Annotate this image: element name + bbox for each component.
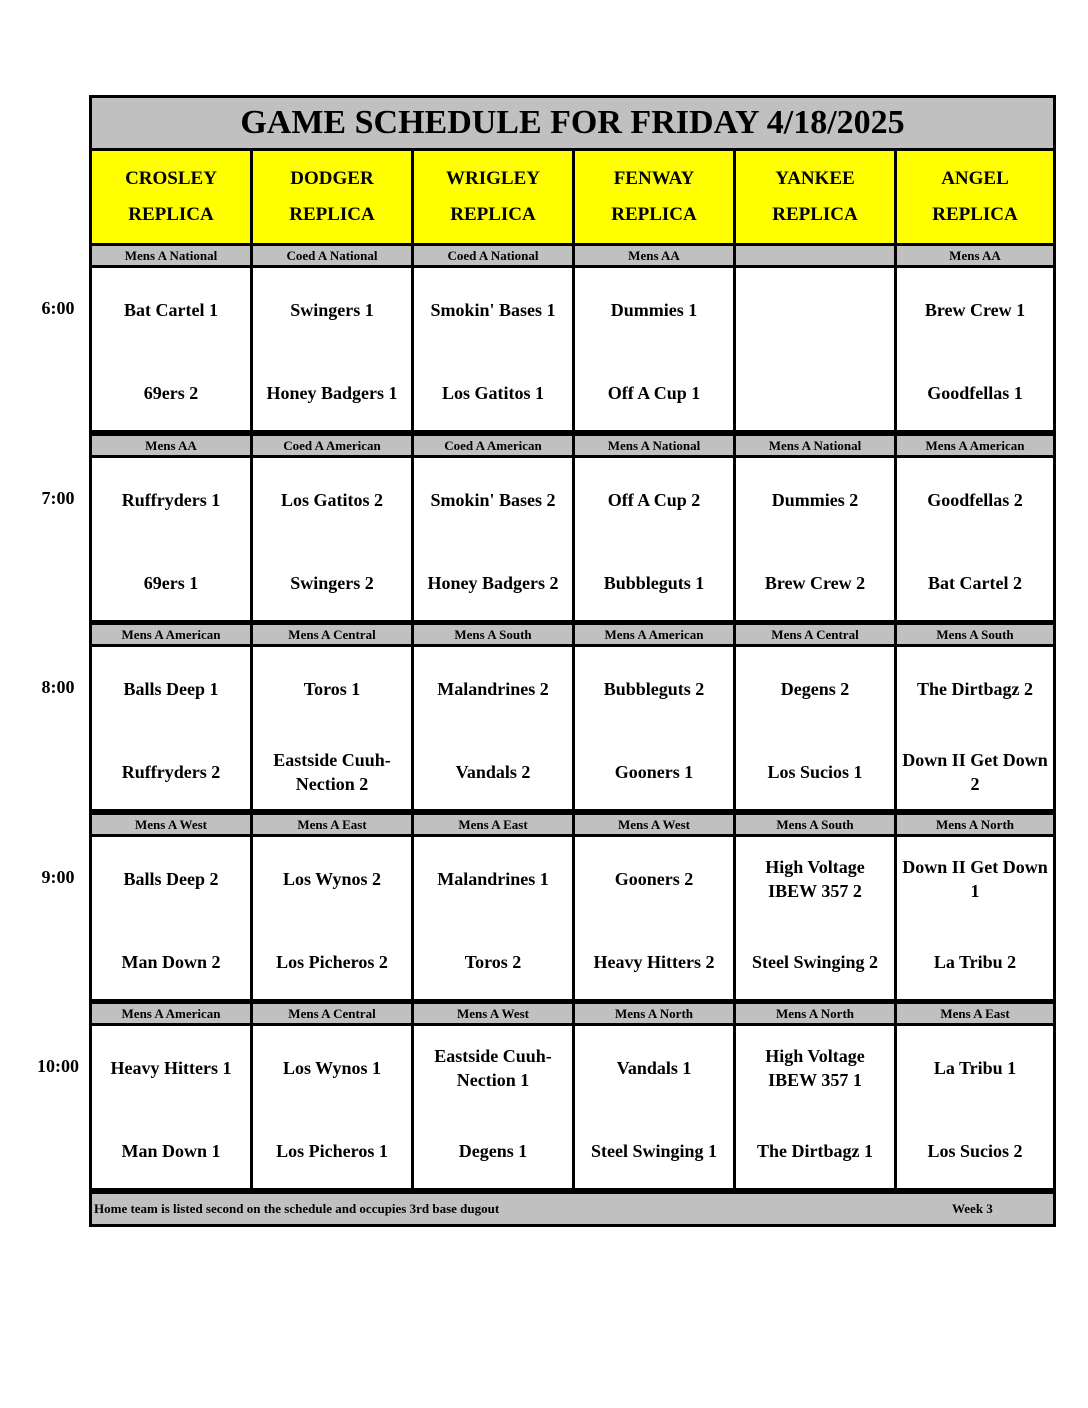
home-team: Los Sucios 1	[767, 762, 863, 782]
game-cell	[736, 268, 894, 430]
division-label: Mens A North	[575, 1004, 733, 1023]
field-subtitle: REPLICA	[772, 204, 858, 225]
game-cell	[897, 1026, 1053, 1188]
away-team: Ruffryders 1	[121, 490, 221, 510]
away-team: Smokin' Bases 1	[430, 300, 556, 320]
away-team: Down II Get Down 1	[902, 857, 1048, 901]
field-subtitle: REPLICA	[611, 204, 697, 225]
field-name: YANKEE	[775, 168, 855, 189]
week-label: Week 3	[952, 1201, 993, 1216]
away-team: Balls Deep 2	[123, 869, 219, 889]
game-cell	[253, 837, 411, 999]
game-cell	[253, 647, 411, 809]
home-team: Steel Swinging 2	[751, 952, 879, 972]
division-label: Mens A East	[253, 815, 411, 834]
game-cell	[92, 458, 250, 620]
home-team: Swingers 2	[290, 573, 374, 593]
game-cell	[414, 1026, 572, 1188]
away-team: High Voltage IBEW 357 2	[765, 857, 865, 901]
away-team: La Tribu 1	[933, 1058, 1017, 1078]
division-label: Mens A American	[897, 436, 1053, 455]
division-label: Mens A North	[897, 815, 1053, 834]
game-cell	[92, 647, 250, 809]
home-team: Heavy Hitters 2	[593, 952, 715, 972]
field-name: CROSLEY	[125, 168, 217, 189]
away-team: Toros 1	[303, 679, 361, 699]
game-cell	[897, 458, 1053, 620]
field-header	[897, 151, 1053, 243]
division-label: Mens AA	[92, 436, 250, 455]
away-team	[736, 285, 894, 335]
away-team: The Dirtbagz 2	[917, 679, 1033, 699]
game-cell	[414, 268, 572, 430]
game-cell	[253, 1026, 411, 1188]
home-team: La Tribu 2	[933, 952, 1017, 972]
field-subtitle: REPLICA	[932, 204, 1018, 225]
away-team: Brew Crew 1	[924, 300, 1026, 320]
division-label: Mens A West	[414, 1004, 572, 1023]
home-team: Off A Cup 1	[607, 383, 701, 403]
game-cell	[253, 268, 411, 430]
division-label: Mens A East	[897, 1004, 1053, 1023]
away-team: Eastside Cuuh-Nection 1	[434, 1046, 552, 1090]
time-slot-label: 9:00	[41, 867, 75, 887]
field-header	[414, 151, 572, 243]
division-label: Mens A South	[414, 625, 572, 644]
home-team: Los Gatitos 1	[441, 383, 544, 403]
division-label: Coed A National	[253, 246, 411, 265]
division-label: Mens A American	[92, 1004, 250, 1023]
field-header	[253, 151, 411, 243]
home-team: Steel Swinging 1	[590, 1141, 718, 1161]
division-label: Mens A South	[736, 815, 894, 834]
field-name: FENWAY	[613, 168, 695, 189]
division-label	[736, 246, 894, 265]
away-team: Los Wynos 1	[282, 1058, 382, 1078]
division-label: Coed A American	[253, 436, 411, 455]
field-name: DODGER	[290, 168, 374, 189]
home-team: Toros 2	[464, 952, 522, 972]
schedule-table	[89, 95, 1056, 1227]
division-label: Mens A National	[92, 246, 250, 265]
game-cell	[897, 647, 1053, 809]
home-team: Brew Crew 2	[764, 573, 866, 593]
division-label: Mens A Central	[253, 1004, 411, 1023]
away-team: Balls Deep 1	[123, 679, 219, 699]
field-header	[736, 151, 894, 243]
game-cell	[897, 837, 1053, 999]
home-team: Man Down 1	[121, 1141, 221, 1161]
time-slot-label: 10:00	[37, 1056, 79, 1076]
home-team: 69ers 1	[143, 573, 199, 593]
home-team: 69ers 2	[143, 383, 199, 403]
away-team: Goodfellas 2	[927, 490, 1023, 510]
away-team: Dummies 2	[771, 490, 859, 510]
away-team: Dummies 1	[610, 300, 698, 320]
game-cell	[736, 458, 894, 620]
game-cell	[92, 837, 250, 999]
home-team: Los Picheros 1	[276, 1141, 388, 1161]
home-team: Honey Badgers 2	[427, 573, 559, 593]
home-team: Goodfellas 1	[927, 383, 1023, 403]
home-team: Gooners 1	[614, 762, 694, 782]
game-cell	[575, 458, 733, 620]
home-team: Honey Badgers 1	[266, 383, 398, 403]
field-name: ANGEL	[941, 168, 1009, 189]
game-cell	[575, 268, 733, 430]
division-label: Mens A West	[575, 815, 733, 834]
away-team: Degens 2	[780, 679, 850, 699]
game-cell	[414, 458, 572, 620]
away-team: Bubbleguts 2	[603, 679, 705, 699]
division-label: Mens A National	[736, 436, 894, 455]
schedule-title: GAME SCHEDULE FOR FRIDAY 4/18/2025	[92, 98, 1053, 148]
away-team: Vandals 1	[616, 1058, 692, 1078]
away-team: Los Gatitos 2	[280, 490, 383, 510]
game-cell	[736, 1026, 894, 1188]
home-team: Bubbleguts 1	[603, 573, 705, 593]
division-label: Mens A Central	[736, 625, 894, 644]
division-label: Mens A American	[92, 625, 250, 644]
home-team: Ruffryders 2	[121, 762, 221, 782]
division-label: Mens A Central	[253, 625, 411, 644]
division-label: Mens AA	[897, 246, 1053, 265]
division-label: Mens A South	[897, 625, 1053, 644]
division-label: Mens A North	[736, 1004, 894, 1023]
away-team: Swingers 1	[290, 300, 374, 320]
game-cell	[575, 837, 733, 999]
home-team: Vandals 2	[455, 762, 531, 782]
field-subtitle: REPLICA	[128, 204, 214, 225]
game-cell	[253, 458, 411, 620]
away-team: Smokin' Bases 2	[430, 490, 556, 510]
division-label: Mens A West	[92, 815, 250, 834]
field-header	[575, 151, 733, 243]
game-cell	[736, 837, 894, 999]
away-team: Malandrines 1	[437, 869, 549, 889]
time-slot-label: 7:00	[41, 488, 75, 508]
division-label: Mens A National	[575, 436, 733, 455]
away-team: Malandrines 2	[437, 679, 549, 699]
field-name: WRIGLEY	[446, 168, 540, 189]
field-subtitle: REPLICA	[450, 204, 536, 225]
game-cell	[575, 1026, 733, 1188]
home-team: Degens 1	[458, 1141, 528, 1161]
home-team-note: Home team is listed second on the schedule and occupies 3rd base dugout	[94, 1201, 500, 1216]
division-label: Mens A American	[575, 625, 733, 644]
home-team: Man Down 2	[121, 952, 221, 972]
away-team: High Voltage IBEW 357 1	[765, 1046, 865, 1090]
schedule-footer	[92, 1194, 1053, 1224]
time-slot-label: 6:00	[41, 298, 75, 318]
game-cell	[736, 647, 894, 809]
division-label: Coed A National	[414, 246, 572, 265]
away-team: Los Wynos 2	[282, 869, 382, 889]
home-team: The Dirtbagz 1	[757, 1141, 873, 1161]
game-cell	[575, 647, 733, 809]
home-team: Los Sucios 2	[927, 1141, 1023, 1161]
away-team: Bat Cartel 1	[124, 300, 218, 320]
game-cell	[92, 1026, 250, 1188]
field-header	[92, 151, 250, 243]
home-team	[736, 368, 894, 418]
division-label: Coed A American	[414, 436, 572, 455]
home-team: Bat Cartel 2	[928, 573, 1022, 593]
home-team: Down II Get Down 2	[902, 750, 1048, 794]
division-label: Mens AA	[575, 246, 733, 265]
game-cell	[897, 268, 1053, 430]
home-team: Eastside Cuuh-Nection 2	[273, 750, 391, 794]
field-subtitle: REPLICA	[289, 204, 375, 225]
home-team: Los Picheros 2	[276, 952, 388, 972]
game-cell	[414, 647, 572, 809]
away-team: Off A Cup 2	[607, 490, 701, 510]
division-label: Mens A East	[414, 815, 572, 834]
away-team: Gooners 2	[614, 869, 694, 889]
game-cell	[92, 268, 250, 430]
time-slot-label: 8:00	[41, 677, 75, 697]
away-team: Heavy Hitters 1	[110, 1058, 232, 1078]
game-cell	[414, 837, 572, 999]
